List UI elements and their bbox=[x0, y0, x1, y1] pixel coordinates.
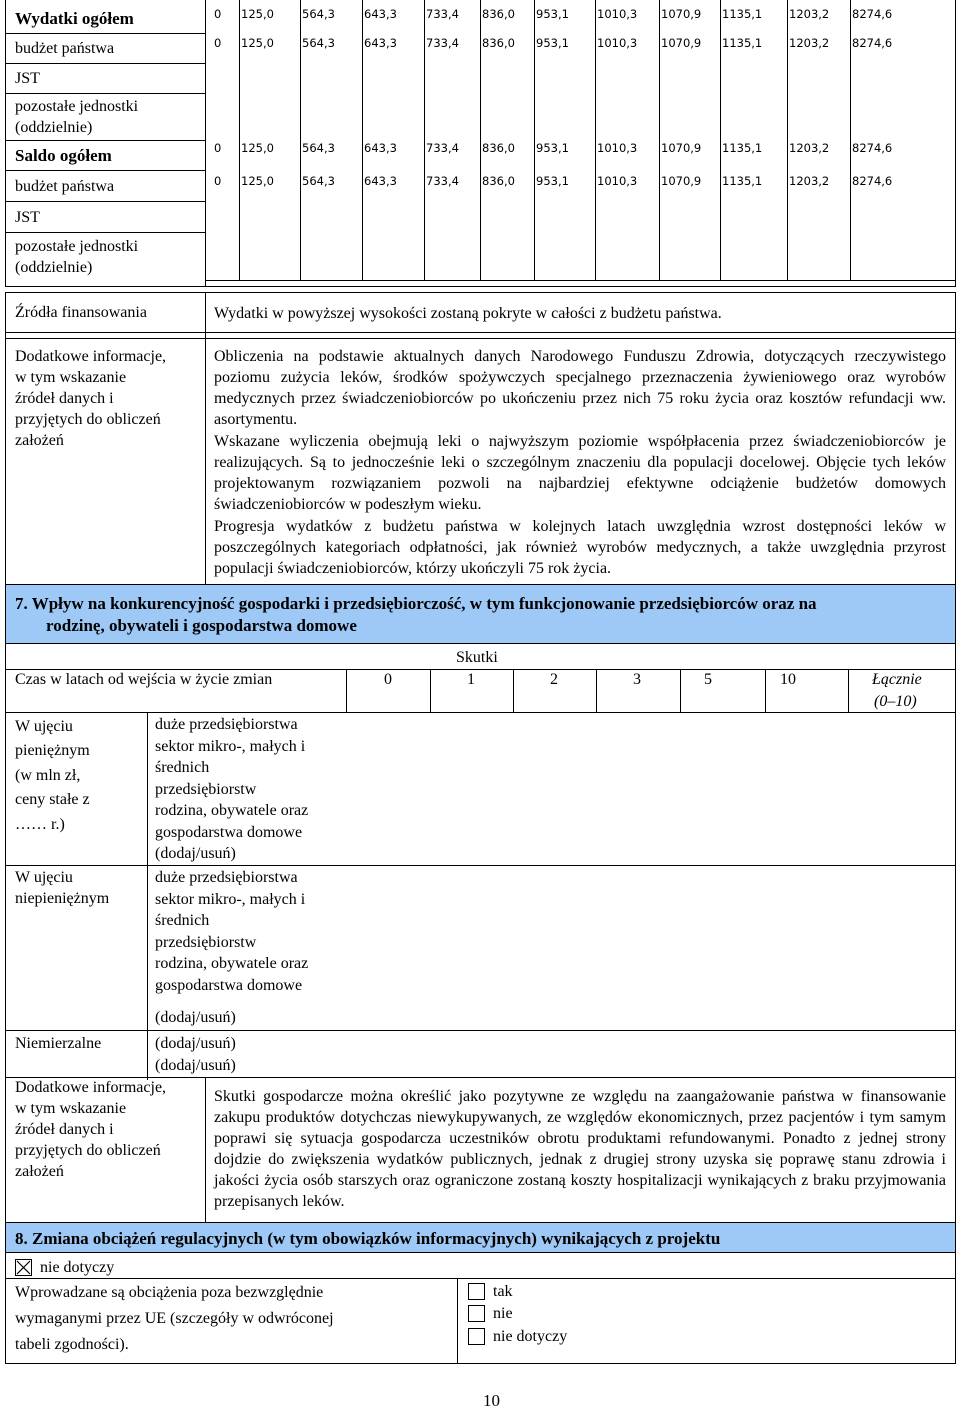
value-cell: 1010,3 bbox=[597, 36, 638, 50]
value-cell: 953,1 bbox=[536, 7, 569, 21]
pieniezny-label-3: (w mln zł, bbox=[15, 767, 81, 784]
value-cell: 1010,3 bbox=[597, 141, 638, 155]
obciazenia-question bbox=[15, 1280, 334, 1358]
value-cell: 836,0 bbox=[482, 174, 515, 188]
pieniezny-item-5: rodzina, obywatele oraz bbox=[155, 802, 309, 819]
value-cell: 0 bbox=[214, 7, 222, 21]
row-label-budzet-panstwa-2: budżet państwa bbox=[15, 178, 115, 195]
nie-checkbox[interactable] bbox=[468, 1305, 485, 1322]
dodatkowe7-label-3: źródeł danych i bbox=[15, 1121, 114, 1138]
row-label-jst-2: JST bbox=[15, 209, 40, 226]
year-1: 1 bbox=[467, 671, 475, 688]
skutki-header: Skutki bbox=[456, 649, 498, 666]
value-cell: 733,4 bbox=[426, 36, 459, 50]
value-cell: 1070,9 bbox=[661, 141, 702, 155]
value-cell: 0 bbox=[214, 36, 222, 50]
niepieniezny-item-1: duże przedsiębiorstwa bbox=[155, 869, 298, 886]
pieniezny-item-6: gospodarstwa domowe bbox=[155, 823, 303, 841]
value-cell: 953,1 bbox=[536, 36, 569, 50]
niemierzalne-items bbox=[155, 1033, 236, 1076]
niepieniezny-item-5: rodzina, obywatele oraz bbox=[155, 955, 309, 973]
dodatkowe1-paragraph-2: Wskazane wyliczenia obejmują leki o najwyższym poziomie współpłacenia przez świadczeniobiorców je realizujących. Są to jednocześnie leki o szczególnym znaczeniu dla populacji docelowej. Objęcie tych leków projektowanym rozwiązaniem pozwoli na najbardziej efektywne odciążenie budżetów domowych świadczeniobiorców w podeszłym wieku. bbox=[214, 433, 946, 513]
row-label-pozostale-2: pozostałe jednostki bbox=[15, 238, 139, 255]
obciazenia-question-2: wymaganymi przez UE (szczegóły w odwróconej bbox=[15, 1310, 334, 1327]
pieniezny-item-1: duże przedsiębiorstwa bbox=[155, 716, 298, 733]
year-2: 2 bbox=[550, 671, 558, 688]
pieniezny-item-3: średnich bbox=[155, 759, 210, 776]
value-cell: 953,1 bbox=[536, 174, 569, 188]
value-cell: 8274,6 bbox=[852, 7, 893, 21]
section-7-title: 7. Wpływ na konkurencyjność gospodarki i przedsiębiorczość, w tym funkcjonowanie przedsiębiorców oraz na bbox=[15, 594, 817, 613]
tak-checkbox[interactable] bbox=[468, 1283, 485, 1300]
year-10: 10 bbox=[780, 671, 796, 688]
value-cell: 836,0 bbox=[482, 36, 515, 50]
pieniezny-label-2: pieniężnym bbox=[15, 742, 90, 759]
row-label-jst: JST bbox=[15, 70, 40, 87]
value-cell: 1070,9 bbox=[661, 174, 702, 188]
value-cell: 733,4 bbox=[426, 174, 459, 188]
value-cell: 1203,2 bbox=[789, 174, 830, 188]
niepieniezny-label-1: W ujęciu bbox=[15, 869, 73, 886]
section-7-title-2: rodzinę, obywateli i gospodarstwa domowe bbox=[46, 616, 357, 635]
value-cell: 1135,1 bbox=[722, 141, 763, 155]
value-cell: 0 bbox=[214, 141, 222, 155]
pieniezny-label-4: ceny stałe z bbox=[15, 791, 90, 808]
obciazenia-question-1: Wprowadzane są obciążenia poza bezwzględnie bbox=[15, 1284, 324, 1301]
value-cell: 8274,6 bbox=[852, 174, 893, 188]
value-cell: 1203,2 bbox=[789, 141, 830, 155]
niemierzalne-label: Niemierzalne bbox=[15, 1035, 102, 1052]
zrodla-text: Wydatki w powyższej wysokości zostaną pokryte w całości z budżetu państwa. bbox=[214, 305, 722, 322]
tak-label: tak bbox=[493, 1283, 513, 1300]
nie-dotyczy-checkbox[interactable] bbox=[15, 1259, 32, 1276]
niepieniezny-item-2: sektor mikro-, małych i bbox=[155, 890, 306, 908]
dodatkowe1-label-4: przyjętych do obliczeń bbox=[15, 411, 161, 428]
nie-dotyczy-label: nie dotyczy bbox=[40, 1259, 115, 1276]
niepieniezny-item-4: przedsiębiorstw bbox=[155, 933, 257, 951]
row-label-pozostale: pozostałe jednostki bbox=[15, 98, 139, 115]
nie-dotyczy-option-checkbox[interactable] bbox=[468, 1328, 485, 1345]
niemierzalne-add-remove-1[interactable]: (dodaj/usuń) bbox=[155, 1035, 236, 1052]
value-cell: 643,3 bbox=[364, 174, 397, 188]
dodatkowe7-text: Skutki gospodarcze można określić jako pozytywne ze względu na zaangażowanie państwa w finansowanie zakupu produktów dotychczas niewykupywanych, ze względów ekonomicznych, przez pacjentów i tym samym poprawi się sytuacja gospodarcza uczestników obrotu produktami refundowanymi. Ponadto z jednej strony dojdzie do zwiększenia wydatków publicznych, jednak z drugiej strony uzyska się poprawę stanu zdrowia i jakości życia osób starszych oraz ograniczone zostaną koszty hospitalizacji wynikających z braku przyjmowania przepisanych leków. bbox=[214, 1088, 946, 1210]
value-cell: 564,3 bbox=[302, 7, 335, 21]
year-0: 0 bbox=[384, 671, 392, 688]
value-cell: 0 bbox=[214, 174, 222, 188]
dodatkowe1-label-2: w tym wskazanie bbox=[15, 369, 127, 386]
value-cell: 1203,2 bbox=[789, 7, 830, 21]
year-5: 5 bbox=[704, 671, 712, 688]
dodatkowe1-label-3: źródeł danych i bbox=[15, 390, 114, 407]
niepieniezny-item-3: średnich bbox=[155, 912, 210, 930]
nie-label: nie bbox=[493, 1305, 513, 1322]
value-cell: 125,0 bbox=[241, 7, 274, 21]
value-cell: 564,3 bbox=[302, 141, 335, 155]
value-cell: 836,0 bbox=[482, 7, 515, 21]
row-label-wydatki-ogolem: Wydatki ogółem bbox=[15, 9, 134, 28]
value-cell: 733,4 bbox=[426, 7, 459, 21]
value-cell: 953,1 bbox=[536, 141, 569, 155]
value-cell: 836,0 bbox=[482, 141, 515, 155]
pieniezny-label-5: …… r.) bbox=[15, 816, 65, 833]
niepieniezny-item-6: gospodarstwa domowe bbox=[155, 976, 303, 994]
czas-label: Czas w latach od wejścia w życie zmian bbox=[15, 671, 273, 688]
obciazenia-question-3: tabeli zgodności). bbox=[15, 1336, 129, 1353]
lacznie-range: (0–10) bbox=[874, 693, 917, 710]
pieniezny-item-2: sektor mikro-, małych i bbox=[155, 737, 306, 755]
value-cell: 1070,9 bbox=[661, 7, 702, 21]
row-label-saldo-ogolem: Saldo ogółem bbox=[15, 146, 112, 165]
value-cell: 643,3 bbox=[364, 36, 397, 50]
dodatkowe1-paragraph-1: Obliczenia na podstawie aktualnych danych Narodowego Funduszu Zdrowia, dotyczących rzeczywistego poziomu zużycia leków, środków spożywczych specjalnego przeznaczenia żywieniowego oraz wyrobów medycznych przez świadczeniobiorców po ukończeniu przez nich 75 roku życia oraz kosztów refundacji ww. asortymentu. bbox=[214, 348, 946, 428]
value-cell: 1135,1 bbox=[722, 7, 763, 21]
value-cell: 733,4 bbox=[426, 141, 459, 155]
dodatkowe1-label-5: założeń bbox=[15, 432, 64, 449]
dodatkowe7-label-5: założeń bbox=[15, 1163, 64, 1180]
dodatkowe1-paragraph-3: Progresja wydatków z budżetu państwa w kolejnych latach uwzględnia wzrost dostępności leków w poszczególnych kategoriach odpłatności, jak również wyrobów medycznych, a także uwzględnia przyrost populacji świadczeniobiorców, którzy ukończyli 75 rok życia. bbox=[214, 518, 946, 577]
year-3: 3 bbox=[633, 671, 641, 688]
value-cell: 1010,3 bbox=[597, 174, 638, 188]
pieniezny-label-1: W ujęciu bbox=[15, 718, 73, 735]
value-cell: 1135,1 bbox=[722, 36, 763, 50]
row-label-pozostale-2-sub: (oddzielnie) bbox=[15, 259, 93, 276]
value-cell: 1070,9 bbox=[661, 36, 702, 50]
value-cell: 1135,1 bbox=[722, 174, 763, 188]
value-cell: 1203,2 bbox=[789, 36, 830, 50]
lacznie-label: Łącznie bbox=[872, 671, 922, 688]
value-cell: 1010,3 bbox=[597, 7, 638, 21]
dodatkowe1-label-1: Dodatkowe informacje, bbox=[15, 348, 167, 365]
checkbox-cross-icon bbox=[16, 1260, 31, 1275]
pieniezny-items bbox=[155, 714, 308, 865]
value-cell: 125,0 bbox=[241, 141, 274, 155]
value-cell: 125,0 bbox=[241, 174, 274, 188]
niepieniezny-items bbox=[155, 867, 308, 997]
value-cell: 643,3 bbox=[364, 141, 397, 155]
dodatkowe7-label-2: w tym wskazanie bbox=[15, 1100, 127, 1117]
value-cell: 564,3 bbox=[302, 36, 335, 50]
niepieniezny-label-2: niepieniężnym bbox=[15, 890, 110, 907]
zrodla-label: Źródła finansowania bbox=[15, 304, 147, 321]
row-label-pozostale-sub: (oddzielnie) bbox=[15, 119, 93, 136]
page-number: 10 bbox=[483, 1391, 500, 1410]
nie-dotyczy-option-label: nie dotyczy bbox=[493, 1328, 568, 1345]
value-cell: 125,0 bbox=[241, 36, 274, 50]
niepieniezny-add-remove[interactable]: (dodaj/usuń) bbox=[155, 1009, 236, 1026]
pieniezny-add-remove[interactable]: (dodaj/usuń) bbox=[155, 845, 236, 862]
value-cell: 643,3 bbox=[364, 7, 397, 21]
row-label-budzet-panstwa: budżet państwa bbox=[15, 40, 115, 57]
dodatkowe7-label-4: przyjętych do obliczeń bbox=[15, 1142, 161, 1159]
value-cell: 564,3 bbox=[302, 174, 335, 188]
section-8-title: 8. Zmiana obciążeń regulacyjnych (w tym obowiązków informacyjnych) wynikających z projektu bbox=[15, 1229, 721, 1248]
pieniezny-item-4: przedsiębiorstw bbox=[155, 780, 257, 798]
dodatkowe7-label-1: Dodatkowe informacje, bbox=[15, 1079, 167, 1096]
niemierzalne-add-remove-2[interactable]: (dodaj/usuń) bbox=[155, 1056, 236, 1074]
value-cell: 8274,6 bbox=[852, 36, 893, 50]
value-cell: 8274,6 bbox=[852, 141, 893, 155]
